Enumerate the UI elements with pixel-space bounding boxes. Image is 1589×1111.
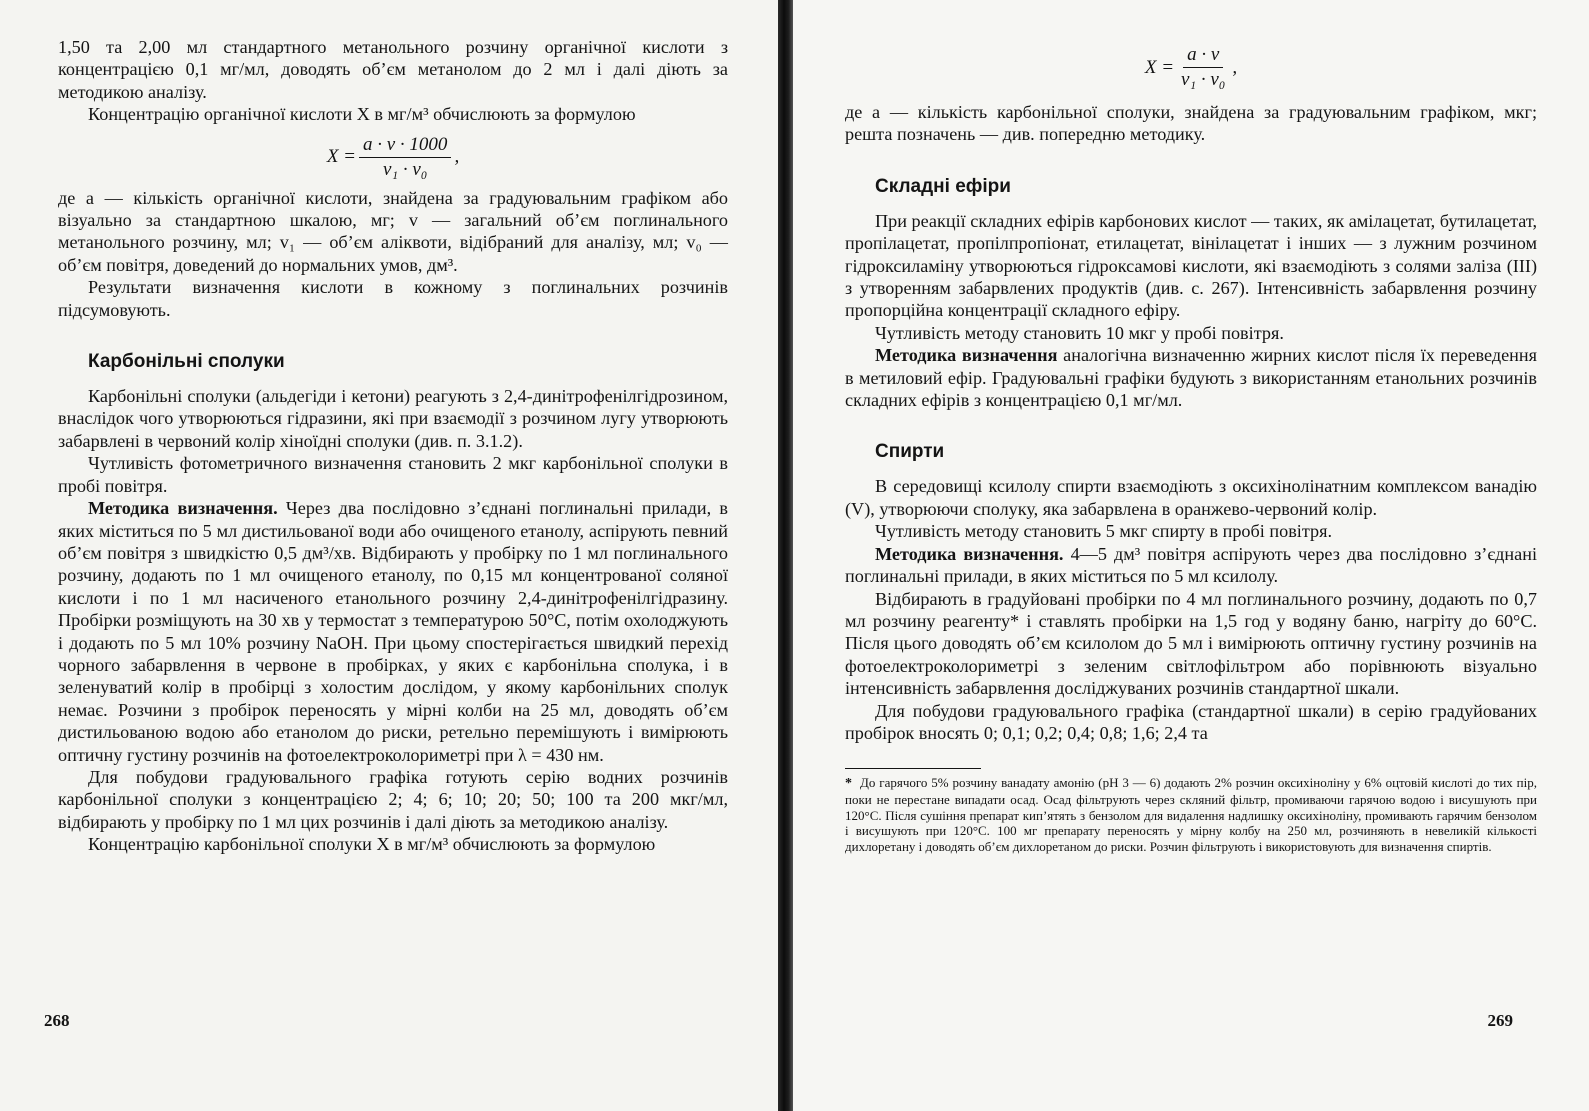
paragraph: де a — кількість карбонільної сполуки, знайдена за градуювальним графіком, мкг; решта позначень — див. попередню методику. bbox=[845, 102, 1537, 145]
paragraph: 1,50 та 2,00 мл стандартного метанольного розчину органічної кислоти з концентрацією 0,1 мг/мл, доводять об’єм метанолом до 2 мл і далі діють за методикою аналізу. bbox=[58, 37, 728, 102]
formula bbox=[845, 44, 1537, 91]
paragraph: Чутливість методу становить 10 мкг у пробі повітря. bbox=[875, 322, 1284, 343]
formula-numerator: a · v bbox=[1183, 44, 1223, 68]
left-page bbox=[0, 0, 778, 1111]
section-heading: Карбонільні сполуки bbox=[88, 351, 285, 373]
paragraph: В середовищі ксилолу спирти взаємодіють з оксихінолінатним комплексом ванадію (V), утворюючи сполуку, яка забарвлена в оранжево-червоний колір. bbox=[845, 476, 1537, 519]
paragraph: Чутливість фотометричного визначення становить 2 мкг карбонільної сполуки в пробі повітря. bbox=[58, 453, 728, 496]
footnote-rule bbox=[845, 768, 981, 769]
paragraph: Карбонільні сполуки (альдегіди і кетони) реагують з 2,4-динітрофенілгідрозином, внаслідок чого утворюються гідразини, які при взаємодії з розчином лугу утворюють забарвлені в червоний колір хіноїдні сполуки (див. п. 3.1.2). bbox=[58, 386, 728, 451]
formula-fraction bbox=[1177, 44, 1229, 91]
page-number: 268 bbox=[44, 1011, 70, 1030]
paragraph: Відбирають в градуйовані пробірки по 4 мл поглинального розчину, додають по 0,7 мл розчину реагенту* і ставлять пробірки на 1,5 год у водяну баню, нагріту до 60°C. Після цього доводять об’єм ксилолом до 5 мл і вимірюють оптичну густину розчинів на фотоелектроколориметрі з зеленим світлофільтром або порівнюють візуально інтенсивність забарвлення досліджуваних розчинів стандартної шкали. bbox=[845, 588, 1537, 699]
section-heading: Складні ефіри bbox=[875, 175, 1011, 197]
paragraph: Для побудови градуювального графіка готують серію водних розчинів карбонільної сполуки з концентрацією 2; 4; 6; 10; 20; 50; 100 та 200 мкг/мл, відбирають у пробірку по 1 мл цих розчинів і далі діють за методикою аналізу. bbox=[58, 766, 728, 832]
paragraph bbox=[845, 344, 1537, 411]
footnote-text: До гарячого 5% розчину ванадату амонію (pH 3 — 6) додають 2% розчин оксихіноліну у 6% оцтовій кислоті до тих пір, поки не перестане випадати осад. Осад фільтрують через скляний фільтр, промиваючи гарячою водою і висушують при 120°C. Після сушіння препарат кип’ятять з бензолом для видалення надлишку оксихіноліну, промивають гарячим бензолом і висушують при 120°C. 100 мг препарату переносять у мірну колбу на 250 мл, розчиняють в невеликій кількості дихлоретану і доводять об’єм дихлоретаном до риски. Розчин фільтрують і використовують для визначення спиртів. bbox=[845, 775, 1537, 854]
formula-denominator: v₁ · v₀ bbox=[383, 158, 428, 180]
paragraph-text: Через два послідовно з’єднані поглинальні прилади, в яких міститься по 5 мл дистильованої води або очищеного етанолу, аспірують певний об’єм повітря з швидкістю 0,5 дм³/хв. Відбирають у пробірку по 1 мл поглинального розчину, додають по 1 мл очищеного етанолу, по 0,15 мл концентрованої соляної кислоти і по 1 мл насиченого етанольного розчину 2,4-динітрофенілгідразину. Пробірки розміщують на 30 хв у термостат з температурою 50°C, потім охолоджують і додають по 5 мл 10% розчину NaOH. При цьому спостерігається швидкий перехід чорного забарвлення в червоне в пробірках, у яких є карбонільна сполука, і в зеленуватий колір в пробірці з холостим дослідом, у якому карбонільних сполук немає. Розчини з пробірок переносять у мірні колби на 25 мл, доводять об’єм дистильованою водою або етанолом до риски, ретельно перемішують і вимірюють оптичну густину розчинів на фотоелектроколориметрі при λ = 430 нм. bbox=[58, 498, 728, 765]
formula-numerator: a · v · 1000 bbox=[359, 134, 451, 158]
formula-denominator: v₁ · v₀ bbox=[1181, 69, 1226, 90]
footnote-mark: * bbox=[845, 776, 852, 792]
paragraph: Для побудови градуювального графіка (стандартної шкали) в серію градуйованих пробірок вносять 0; 0,1; 0,2; 0,4; 0,8; 1,6; 2,4 та bbox=[845, 700, 1537, 743]
paragraph: Концентрацію карбонільної сполуки X в мг/м³ обчислюють за формулою bbox=[88, 834, 656, 855]
formula-fraction bbox=[359, 134, 451, 181]
paragraph: При реакції складних ефірів карбонових кислот — таких, як амілацетат, бутилацетат, пропілацетат, пропілпропіонат, етилацетат, вінілацетат і інших — з лужним розчином гідроксиламіну утворюються гідроксамові кислоти, які взаємодіють з солями заліза (III) з утворенням забарвлених продуктів (див. с. 267). Інтенсивність забарвлення розчину пропорційна концентрації складного ефіру. bbox=[845, 210, 1537, 321]
paragraph bbox=[58, 497, 728, 766]
paragraph: де a — кількість органічної кислоти, знайдена за градуювальним графіком або візуально за стандартною шкалою, мг; v — загальний об’єм поглинального метанольного розчину, мл; v₁ — об’єм аліквоти, відібраний для аналізу, мл; v₀ — об’єм повітря, доведений до нормальних умов, дм³. bbox=[58, 187, 728, 275]
paragraph bbox=[845, 543, 1537, 588]
paragraph-text: аналогічна визначенню жирних кислот після їх переведення в метиловий ефір. Градуювальні графіки будують з використанням етанольних розчинів складних ефірів з концентрацією 0,1 мг/мл. bbox=[845, 345, 1537, 411]
formula-tail: , bbox=[454, 146, 460, 168]
bold-lead: Методика визначення. bbox=[88, 498, 278, 519]
book-gutter bbox=[778, 0, 793, 1111]
footnote bbox=[845, 775, 1537, 854]
formula-tail: , bbox=[1232, 56, 1238, 78]
paragraph: Чутливість методу становить 5 мкг спирту в пробі повітря. bbox=[875, 521, 1333, 542]
bold-lead: Методика визначення bbox=[875, 345, 1058, 366]
paragraph: Концентрацію органічної кислоти X в мг/м³ обчислюють за формулою bbox=[88, 104, 636, 125]
right-page bbox=[793, 0, 1589, 1111]
page-number: 269 bbox=[1487, 1011, 1513, 1030]
bold-lead: Методика визначення. bbox=[875, 543, 1064, 564]
formula-lhs: X = bbox=[326, 146, 356, 168]
formula-lhs: X = bbox=[1144, 56, 1175, 78]
paragraph: Результати визначення кислоти в кожному з поглинальних розчинів підсумовують. bbox=[58, 277, 728, 320]
paragraph-text: 4—5 дм³ повітря аспірують через два послідовно з’єднані поглинальні прилади, в яких міститься по 5 мл ксилолу. bbox=[845, 543, 1537, 587]
section-heading: Спирти bbox=[875, 441, 945, 463]
formula bbox=[58, 134, 728, 181]
